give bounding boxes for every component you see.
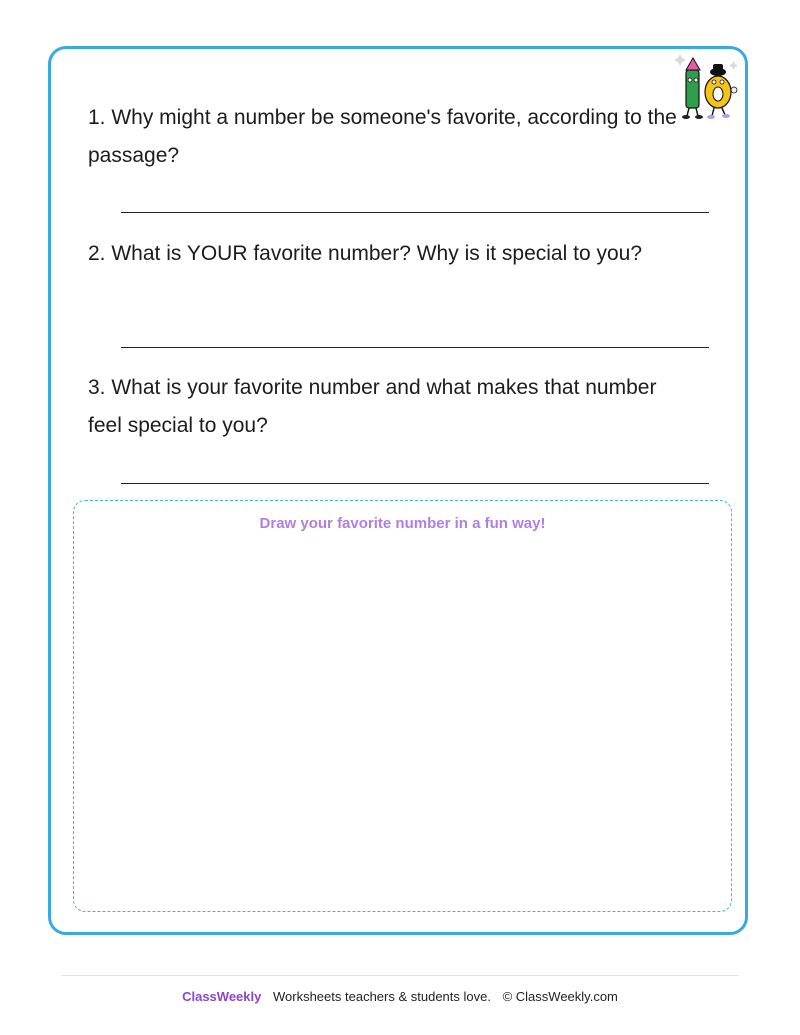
question-2: 2. What is YOUR favorite number? Why is it special to you? <box>88 242 642 265</box>
drawing-prompt: Draw your favorite number in a fun way! <box>259 515 546 532</box>
question-1: 1. Why might a number be someone's favorite, according to the passage? <box>88 106 677 167</box>
drawing-area[interactable] <box>73 500 732 912</box>
footer-tagline: Worksheets teachers & students love. <box>272 989 491 1004</box>
footer <box>0 989 800 1004</box>
answer-line-3[interactable] <box>121 483 709 484</box>
footer-copyright: © ClassWeekly.com <box>502 989 618 1004</box>
footer-brand: ClassWeekly <box>182 989 262 1004</box>
answer-line-2[interactable] <box>121 347 709 348</box>
question-3: 3. What is your favorite number and what makes that number feel special to you? <box>88 376 657 437</box>
answer-line-1[interactable] <box>121 212 709 213</box>
footer-divider <box>62 975 738 976</box>
